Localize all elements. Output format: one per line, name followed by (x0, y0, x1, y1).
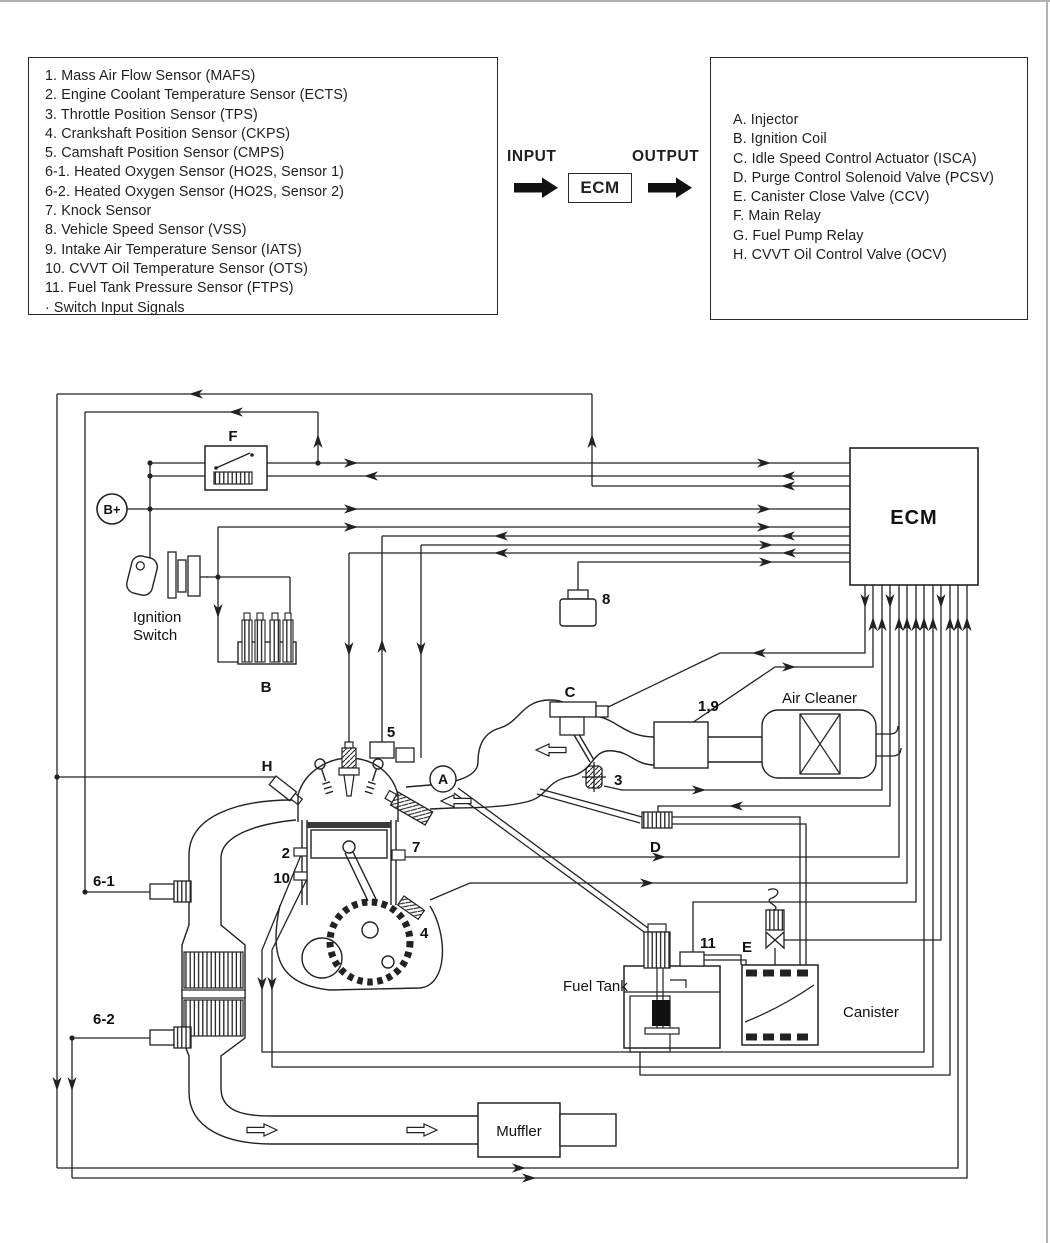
ho2s2-label: 6-2 (93, 1011, 115, 1028)
legend-input-item: 7. Knock Sensor (45, 203, 152, 220)
legend-output-item: E. Canister Close Valve (CCV) (733, 189, 930, 206)
muffler (478, 1103, 616, 1157)
legend-input-item: 6-2. Heated Oxygen Sensor (HO2S, Sensor 2) (45, 183, 345, 200)
battery-terminal (97, 494, 127, 524)
exhaust-flow-arrow-2 (407, 1124, 437, 1136)
canister (742, 965, 899, 1045)
ftps-label: 11 (700, 935, 716, 952)
legend-output-item: A. Injector (733, 112, 799, 128)
camshaft-position-sensor (370, 724, 414, 762)
legend-output-item: C. Idle Speed Control Actuator (ISCA) (733, 150, 977, 167)
ho2s-sensor-2 (93, 1011, 191, 1048)
canister-label: Canister (843, 1004, 899, 1021)
ocv-label: H (261, 758, 273, 775)
canister-close-valve (742, 889, 784, 965)
input-label: INPUT (507, 148, 557, 165)
muffler-label: Muffler (496, 1123, 542, 1140)
air-cleaner (708, 690, 901, 778)
ignition-coil (238, 613, 296, 696)
engine-block (276, 742, 443, 990)
cmps-label: 5 (386, 724, 396, 741)
crankshaft-position-sensor (398, 896, 429, 942)
main-relay-label: F (228, 428, 238, 445)
legend-input-item: 4. Crankshaft Position Sensor (CKPS) (45, 125, 291, 142)
ots-label: 10 (273, 870, 290, 887)
main-relay (205, 428, 267, 490)
ecm-label: ECM (890, 507, 938, 529)
air-cleaner-label: Air Cleaner (782, 690, 858, 707)
injector-label: A (437, 771, 449, 787)
legend-input-item: 8. Vehicle Speed Sensor (VSS) (45, 222, 247, 239)
legend-input-item: 3. Throttle Position Sensor (TPS) (45, 106, 258, 123)
legend-input-item: 11. Fuel Tank Pressure Sensor (FTPS) (45, 280, 294, 297)
output-label: OUTPUT (632, 148, 700, 165)
oil-control-valve (262, 758, 304, 806)
mafs-label: 1,9 (698, 698, 719, 715)
legend-output-item: D. Purge Control Solenoid Valve (PCSV) (733, 169, 994, 186)
ects-label: 2 (281, 845, 290, 862)
ignition-switch-label-2: Switch (133, 627, 178, 644)
ignition-switch (125, 552, 208, 644)
throttle-position-sensor (582, 762, 622, 792)
injector (384, 766, 456, 825)
purge-control-solenoid-valve (642, 812, 672, 856)
ho2s1-label: 6-1 (93, 873, 115, 890)
legend-output-item: G. Fuel Pump Relay (733, 227, 864, 244)
ho2s-sensor-1 (93, 873, 191, 902)
ckps-label: 4 (420, 925, 429, 942)
input-arrow (514, 178, 558, 199)
wiring (54, 394, 967, 1178)
ccv-label: E (741, 939, 752, 956)
knock-label: 7 (412, 839, 421, 856)
mass-air-flow-sensor (654, 698, 719, 768)
pcsv-label: D (650, 839, 661, 856)
idle-speed-control-actuator (550, 684, 608, 735)
legend-output-item: H. CVVT Oil Control Valve (OCV) (733, 247, 947, 264)
legend-output-item: B. Ignition Coil (733, 131, 827, 148)
fuel-tank-label: Fuel Tank (563, 978, 628, 995)
legend-input-item: 10. CVVT Oil Temperature Sensor (OTS) (45, 260, 308, 277)
fuel-tank (563, 924, 720, 1052)
intake-flow-arrow-2 (441, 795, 471, 807)
legend-input-item: 1. Mass Air Flow Sensor (MAFS) (45, 68, 256, 84)
exhaust-flow-arrow (247, 1124, 277, 1136)
isca-label: C (564, 684, 576, 701)
vehicle-speed-sensor (560, 590, 610, 626)
legend-input-item: 2. Engine Coolant Temperature Sensor (ECTS) (45, 87, 348, 104)
vss-label: 8 (602, 591, 611, 608)
legend-output-item: F. Main Relay (733, 208, 821, 225)
legend-input-item: 5. Camshaft Position Sensor (CMPS) (45, 145, 285, 162)
legend-input-item: 9. Intake Air Temperature Sensor (IATS) (45, 241, 302, 258)
coolant-temp-sensor (282, 845, 307, 862)
ecm-box (850, 448, 978, 585)
fuel-tank-pressure-sensor (680, 935, 716, 966)
legend-input-item: · Switch Input Signals (45, 299, 185, 316)
intake-flow-arrow (536, 744, 566, 756)
output-arrow (648, 178, 692, 199)
ecm-header-box: ECM (568, 173, 632, 203)
battery-label: B+ (103, 502, 121, 517)
ignition-coil-label: B (260, 679, 272, 696)
legend-input-item: 6-1. Heated Oxygen Sensor (HO2S, Sensor 1) (45, 164, 345, 181)
exhaust-pipe (182, 800, 478, 1144)
tps-label: 3 (614, 772, 623, 789)
ignition-switch-label-1: Ignition (133, 609, 182, 626)
